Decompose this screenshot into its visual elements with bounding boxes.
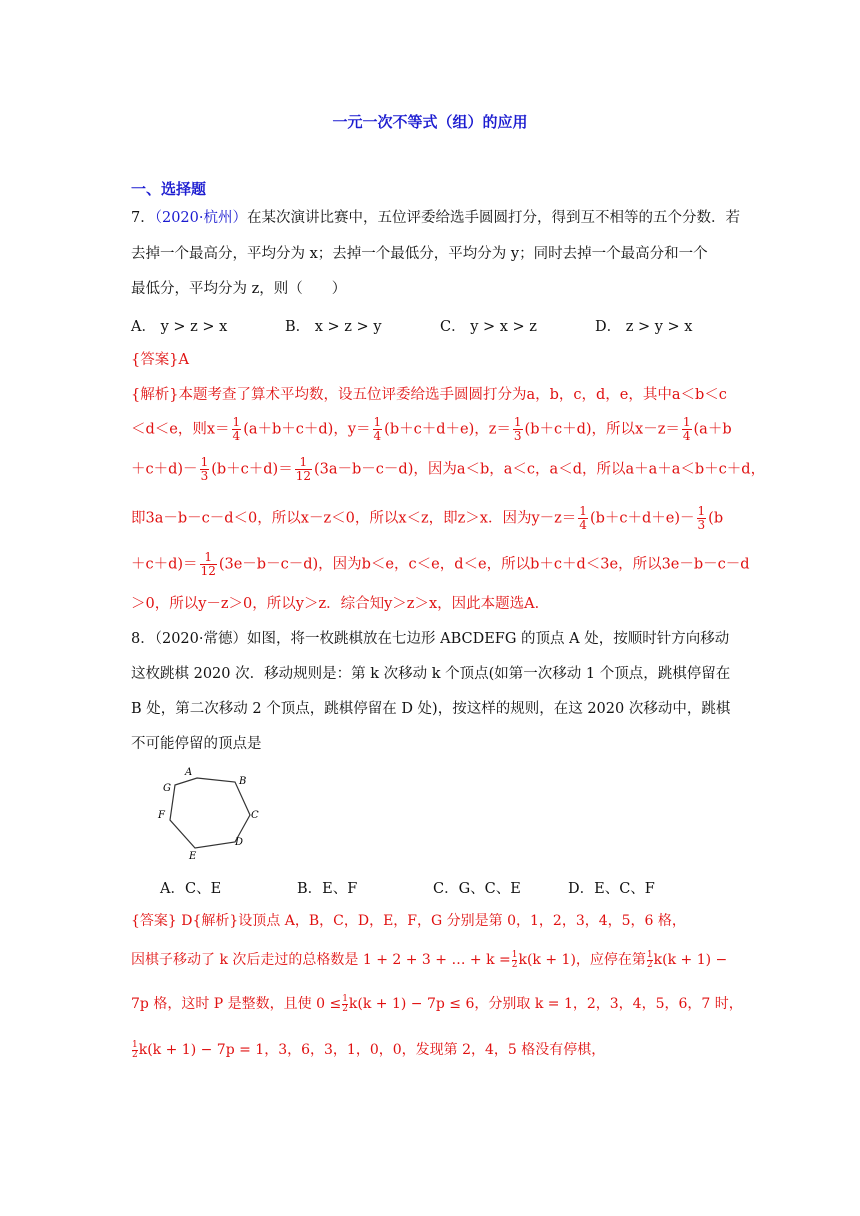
q8-option-d: D．E、C、F: [568, 881, 655, 897]
frac-num: 1: [697, 504, 706, 518]
q8-line3: B 处，第二次移动 2 个顶点，跳棋停留在 D 处)，按这样的规则，在这 2020 次移动中，跳棋: [131, 701, 731, 717]
frac-den: 12: [295, 469, 311, 483]
q7-analysis-l4: [131, 505, 723, 532]
text-seg: 7p 格，这时 P 是整数，且使 0 ≤: [131, 996, 342, 1012]
vertex-a-label: A: [185, 767, 193, 778]
section-heading: 一、选择题: [131, 180, 207, 198]
frac-den: 4: [682, 429, 691, 443]
half-fraction: [647, 951, 653, 970]
vertex-b-label: B: [239, 776, 247, 787]
frac-num: 1: [646, 949, 653, 960]
text-seg: ＋c＋d)－: [131, 461, 198, 478]
q8-answer-l3: [131, 994, 743, 1014]
fraction: [578, 505, 588, 532]
q7-analysis-l2: [131, 416, 732, 443]
frac-num: 1: [373, 415, 382, 429]
frac-num: 1: [342, 993, 348, 1004]
q7-analysis-l6: ＞0，所以y－z＞0，所以y＞z．综合知y＞z＞x，因此本题选A．: [131, 596, 550, 612]
text-seg: (b: [708, 510, 724, 527]
q7-option-d: D． z > y > x: [595, 319, 693, 335]
q7-option-b: B． x > z > y: [285, 319, 382, 335]
q7-source: （2020·杭州）: [154, 210, 247, 226]
fraction: [200, 456, 210, 483]
text-seg: (b＋c＋d)＝: [211, 461, 293, 478]
vertex-c-label: C: [251, 810, 259, 821]
frac-den: 2: [511, 959, 518, 970]
half-fraction: [132, 1041, 138, 1060]
text-seg: k(k + 1)，应停在第: [518, 952, 646, 968]
frac-den: 2: [646, 959, 653, 970]
q8-option-c: C．G、C、E: [433, 881, 521, 897]
q7-option-c: C． y > x > z: [440, 319, 537, 335]
fraction: [697, 505, 707, 532]
text-seg: k(k + 1) − 7p ≤ 6，分别取 k = 1，2，3，4，5，6，7 时，: [348, 996, 743, 1012]
half-fraction: [512, 951, 518, 970]
page-title: 一元一次不等式（组）的应用: [332, 113, 528, 131]
q8-text1: 如图，将一枚跳棋放在七边形 ABCDEFG 的顶点 A 处，按顺时针方向移动: [247, 631, 730, 647]
frac-den: 4: [232, 429, 241, 443]
text-seg: ＋c＋d)＝: [131, 556, 198, 573]
fraction: [682, 416, 692, 443]
vertex-d-label: D: [235, 837, 244, 848]
q7-answer: {答案}A: [131, 352, 189, 368]
vertex-g-label: G: [163, 783, 171, 794]
fraction: [200, 551, 217, 578]
text-seg: 因棋子移动了 k 次后走过的总格数是 1 + 2 + 3 + … + k =: [131, 952, 511, 968]
text-seg: (a＋b: [693, 421, 732, 438]
q7-text1: 在某次演讲比赛中，五位评委给选手圆圆打分，得到互不相等的五个分数．若: [247, 210, 740, 226]
frac-num: 1: [511, 949, 518, 960]
heptagon-diagram: [155, 760, 275, 865]
q7-analysis-l1: {解析}本题考查了算术平均数，设五位评委给选手圆圆打分为a，b，c，d，e，其中a＜b＜c: [131, 387, 727, 403]
q8-source: （2020·常德）: [154, 631, 247, 647]
q7-analysis-l5: [131, 551, 750, 578]
frac-den: 3: [513, 429, 522, 443]
text-seg: (3e－b－c－d)，因为b＜e，c＜e，d＜e，所以b＋c＋d＜3e，所以3e－b－c－d: [218, 556, 750, 573]
frac-num: 1: [232, 415, 241, 429]
q7-analysis-l3: [131, 456, 765, 483]
vertex-f-label: F: [158, 810, 165, 821]
frac-den: 3: [697, 518, 706, 532]
fraction: [513, 416, 523, 443]
q7-line3: 最低分，平均分为 z，则（ ）: [131, 281, 347, 297]
text-seg: (b＋c＋d)，所以x－z＝: [524, 421, 680, 438]
text-seg: (3a－b－c－d)，因为a＜b，a＜c，a＜d，所以a＋a＋a＜b＋c＋d，: [313, 461, 766, 478]
frac-num: 1: [513, 415, 522, 429]
half-fraction: [342, 995, 348, 1014]
frac-den: 3: [200, 469, 209, 483]
q8-answer-l2: [131, 950, 727, 970]
frac-den: 4: [579, 518, 587, 532]
text-seg: (a＋b＋c＋d)，y＝: [243, 421, 371, 438]
frac-num: 1: [682, 415, 691, 429]
frac-num: 1: [200, 455, 209, 469]
text-seg: (b＋c＋d＋e)－: [589, 510, 695, 527]
text-seg: ＜d＜e，则x＝: [131, 421, 230, 438]
text-seg: k(k + 1) −: [653, 952, 728, 968]
q7-number: 7．: [131, 210, 155, 226]
q8-option-a: A．C、E: [160, 881, 222, 897]
frac-num: 1: [579, 504, 587, 518]
q8-line1: [131, 629, 729, 649]
q8-answer-l4: [131, 1040, 605, 1060]
q8-line4: 不可能停留的顶点是: [131, 736, 262, 752]
frac-den: 4: [373, 429, 382, 443]
q8-option-b: B．E、F: [297, 881, 358, 897]
q8-line2: 这枚跳棋 2020 次．移动规则是：第 k 次移动 k 个顶点(如第一次移动 1 个顶点，跳棋停留在: [131, 666, 731, 682]
q7-option-a: A． y > z > x: [131, 319, 228, 335]
frac-num: 1: [132, 1039, 138, 1050]
fraction: [373, 416, 383, 443]
q7-line1: [131, 208, 740, 228]
text-seg: (b＋c＋d＋e)，z＝: [384, 421, 511, 438]
q7-line2: 去掉一个最高分，平均分为 x；去掉一个最低分，平均分为 y；同时去掉一个最高分和一个: [131, 246, 708, 262]
text-seg: k(k + 1) − 7p = 1，3，6，3，1，0，0，发现第 2，4，5 格没有停棋，: [138, 1042, 606, 1058]
q8-answer-l1: {答案} D{解析}设顶点 A，B，C，D，E，F，G 分别是第 0，1，2，3，4，5，6 格，: [131, 913, 686, 929]
text-seg: 即3a－b－c－d＜0，所以x－z＜0，所以x＜z，即z＞x．因为y－z＝: [131, 510, 577, 527]
frac-num: 1: [200, 551, 217, 565]
frac-num: 1: [295, 456, 312, 470]
frac-den: 12: [200, 564, 216, 578]
frac-den: 2: [132, 1049, 138, 1060]
vertex-e-label: E: [189, 851, 197, 862]
fraction: [232, 416, 242, 443]
fraction: [295, 456, 312, 483]
q8-number: 8．: [131, 631, 155, 647]
frac-den: 2: [342, 1003, 348, 1014]
